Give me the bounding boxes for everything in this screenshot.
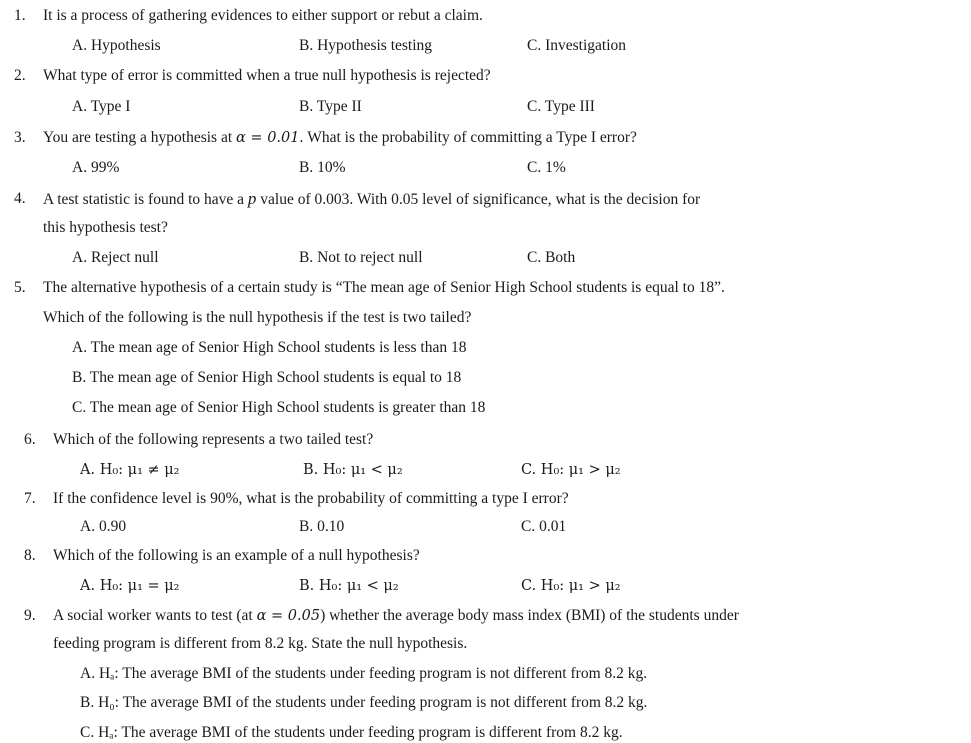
question-text: Which of the following represents a two tailed test? [53,431,374,448]
question-4-option-a: A. Reject null [72,249,159,266]
question-9-option-a: A. Hₐ: The average BMI of the students under feeding program is not different from 8.2 kg. [80,665,648,682]
question-2-stem [14,66,491,86]
question-4-option-c: C. Both [527,249,576,266]
question-3-option-c: C. 1% [527,159,566,176]
question-1-option-c: C. Investigation [527,37,627,54]
question-5-option-b: B. The mean age of Senior High School students is equal to 18 [72,369,462,386]
question-8-stem [24,546,420,566]
question-6-option-c: C. H₀: μ₁ > μ₂ [521,462,621,478]
question-number: 9. [24,607,36,624]
question-4-stem [14,189,701,209]
question-4-option-b: B. Not to reject null [299,249,423,266]
question-7-stem [24,489,569,509]
question-5-stem-line2: Which of the following is the null hypothesis if the test is two tailed? [43,309,472,326]
question-number: 1. [14,7,26,24]
question-number: 8. [24,547,36,564]
question-4-stem-line2: this hypothesis test? [43,219,168,236]
question-text-after: value of 0.003. With 0.05 level of significance, what is the decision for [256,191,701,208]
question-number: 2. [14,67,26,84]
question-6-option-b: B. H₀: μ₁ < μ₂ [303,462,403,478]
question-3-stem [14,128,637,148]
question-3-option-a: A. 99% [72,159,120,176]
question-7-option-b: B. 0.10 [299,518,345,535]
question-1-option-b: B. Hypothesis testing [299,37,433,54]
alpha-expression: α = 0.01 [236,130,300,146]
question-1-option-a: A. Hypothesis [72,37,161,54]
question-9-stem-line2: feeding program is different from 8.2 kg. State the null hypothesis. [53,635,468,652]
question-3-option-b: B. 10% [299,159,346,176]
question-number: 5. [14,279,26,296]
question-text-before: A social worker wants to test (at [53,607,257,624]
question-5-option-a: A. The mean age of Senior High School students is less than 18 [72,339,467,356]
question-text: What type of error is committed when a true null hypothesis is rejected? [43,67,491,84]
question-text: If the confidence level is 90%, what is the probability of committing a type I error? [53,490,569,507]
question-2-option-b: B. Type II [299,98,362,115]
question-number: 4. [14,190,26,207]
question-text-before: You are testing a hypothesis at [43,129,237,146]
question-number: 6. [24,431,36,448]
question-8-option-c: C. H₀: μ₁ > μ₂ [521,578,621,594]
p-symbol: p [247,189,257,208]
question-text: It is a process of gathering evidences to either support or rebut a claim. [43,7,483,24]
question-6-option-a: A. H₀: μ₁ ≠ μ₂ [80,462,180,478]
question-number: 7. [24,490,36,507]
question-5-stem [14,278,725,298]
question-text: The alternative hypothesis of a certain study is “The mean age of Senior High School students is equal to 18”. [43,279,725,296]
question-9-stem [24,606,739,626]
question-9-option-c: C. Hₐ: The average BMI of the students under feeding program is different from 8.2 kg. [80,724,623,741]
question-2-option-c: C. Type III [527,98,595,115]
question-number: 3. [14,129,26,146]
question-8-option-a: A. H₀: μ₁ = μ₂ [80,578,180,594]
question-7-option-c: C. 0.01 [521,518,567,535]
alpha-expression: α = 0.05 [256,608,321,624]
question-6-stem [24,430,374,450]
question-text-before: A test statistic is found to have a [43,191,248,208]
question-text-after: . What is the probability of committing a Type I error? [299,129,637,146]
question-5-option-c: C. The mean age of Senior High School students is greater than 18 [72,399,486,416]
question-9-option-b: B. H₀: The average BMI of the students under feeding program is not different from 8.2 kg. [80,694,648,711]
question-8-option-b: B. H₀: μ₁ < μ₂ [299,578,399,594]
question-1-stem [14,6,483,26]
question-2-option-a: A. Type I [72,98,131,115]
question-text-after: ) whether the average body mass index (BMI) of the students under [320,607,739,624]
question-7-option-a: A. 0.90 [80,518,127,535]
question-text: Which of the following is an example of a null hypothesis? [53,547,420,564]
